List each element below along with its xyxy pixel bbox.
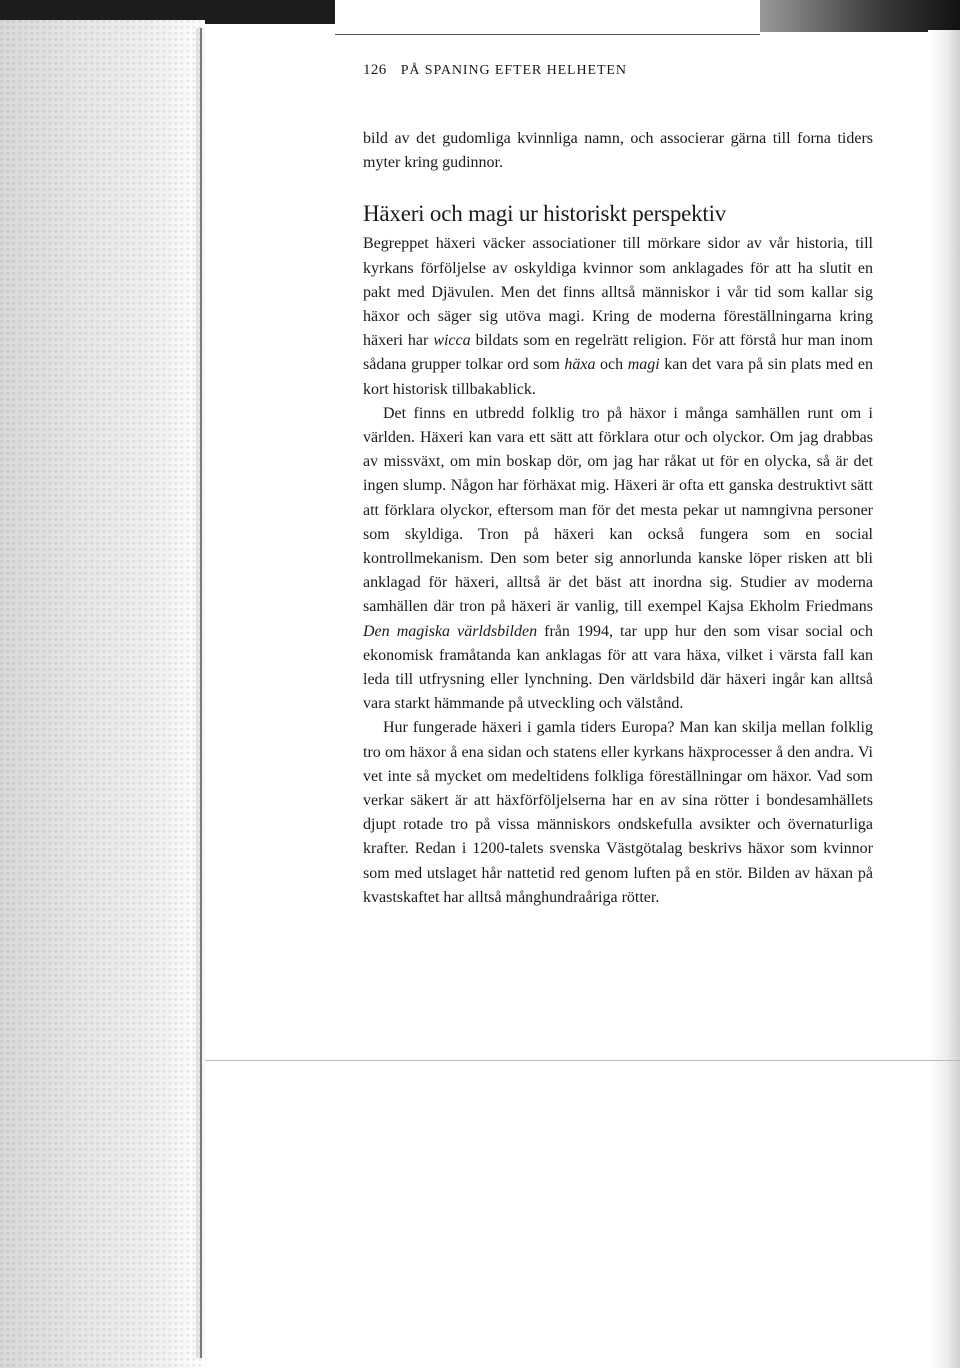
paragraph-3: Hur fungerade häxeri i gamla tiders Europa? Man kan skilja mellan folklig tro om häxor å ena sidan och statens eller kyrkans häxprocesser å den andra. Vi vet inte så mycket om medeltidens folkliga föreställningar om häxor. Vad som verkar säkert är att häxförföljelserna har en av sina rötter i bondesamhällets djupt rotade tro på vissa människors ondskefulla avsikter och övernaturliga krafter. Redan i 1200-talets svenska Västgötalag beskrivs häxor som kvinnor som med utslaget hår nattetid red genom luften på en stör. Bilden av häxan på kvastskaftet har alltså månghundraåriga rötter. <box>363 719 873 906</box>
book-gutter <box>200 28 202 1358</box>
book-left-margin <box>0 20 205 1368</box>
running-head-title: PÅ SPANING EFTER HELHETEN <box>400 63 627 78</box>
paragraph-1-text-g: kan det vara på sin plats med en kort historisk tillbakablick. <box>363 356 873 398</box>
paragraph-1 <box>363 232 873 401</box>
paragraph-1-text-e: och <box>595 356 628 374</box>
page-bottom-edge <box>205 1060 960 1061</box>
paragraph-2 <box>363 402 873 717</box>
section-heading: Häxeri och magi ur historiskt perspektiv <box>363 201 727 227</box>
running-head <box>363 62 873 79</box>
page-number: 126 <box>363 62 387 78</box>
paragraph-1-text-c: bildats som en regelrätt religion. För att förstå hur man inom sådana grupper tolkar ord som <box>363 332 873 374</box>
book-title-citation: Den magiska världsbilden <box>363 622 538 640</box>
term-haxa: häxa <box>564 356 596 374</box>
paragraph-2-text-a: Det finns en utbredd folklig tro på häxor i många samhällen runt om i världen. Häxeri kan vara ett sätt att förklara otur och olyckor. Om jag drabbas av missväxt, om min boskap dör, om jag har råkat ut för en olycka, så är det ingen slump. Någon har förhäxat mig. Häxeri är ofta ett ganska destruktivt sätt att förklara olyckor, eftersom man för det mesta pekar ut namngivna personer som skyldiga. Tron på häxeri kan också fungera som en social kontrollmekanism. Den som beter sig annorlunda kanske löper risken att bli anklagad för häxeri, alltså är det bäst att inordna sig. Studier av moderna samhällen där tron på häxeri är vanlig, till exempel Kajsa Ekholm Friedmans <box>363 404 873 616</box>
term-magi: magi <box>627 356 660 374</box>
term-wicca: wicca <box>433 332 471 350</box>
book-page <box>363 62 873 910</box>
intro-paragraph: bild av det gudomliga kvinnliga namn, och associerar gärna till forna tiders myter kring gudinnor. <box>363 130 873 172</box>
scan-edge-top-right <box>760 0 960 32</box>
paragraph-2-text-c: från 1994, tar upp hur den som visar social och ekonomisk framåtanda kan anklagas för att vara häxa, vilket i värsta fall kan leda till utfrysning eller lynchning. Den världsbild där häxeri ingår kan alltså vara starkt hämmande på utveckling och välstånd. <box>363 622 873 713</box>
paragraph-1-text-a: Begreppet häxeri väcker associationer till mörkare sidor av vår historia, till kyrkans förföljelse av oskyldiga kvinnor som anklagades för att ha slutit en pakt med Djävulen. Men det finns alltså människor i vår tid som kallar sig häxor och säger sig utöva magi. Kring de moderna föreställningarna kring häxeri har <box>363 235 873 350</box>
previous-page-strip <box>335 0 760 35</box>
book-right-edge <box>928 30 960 1368</box>
